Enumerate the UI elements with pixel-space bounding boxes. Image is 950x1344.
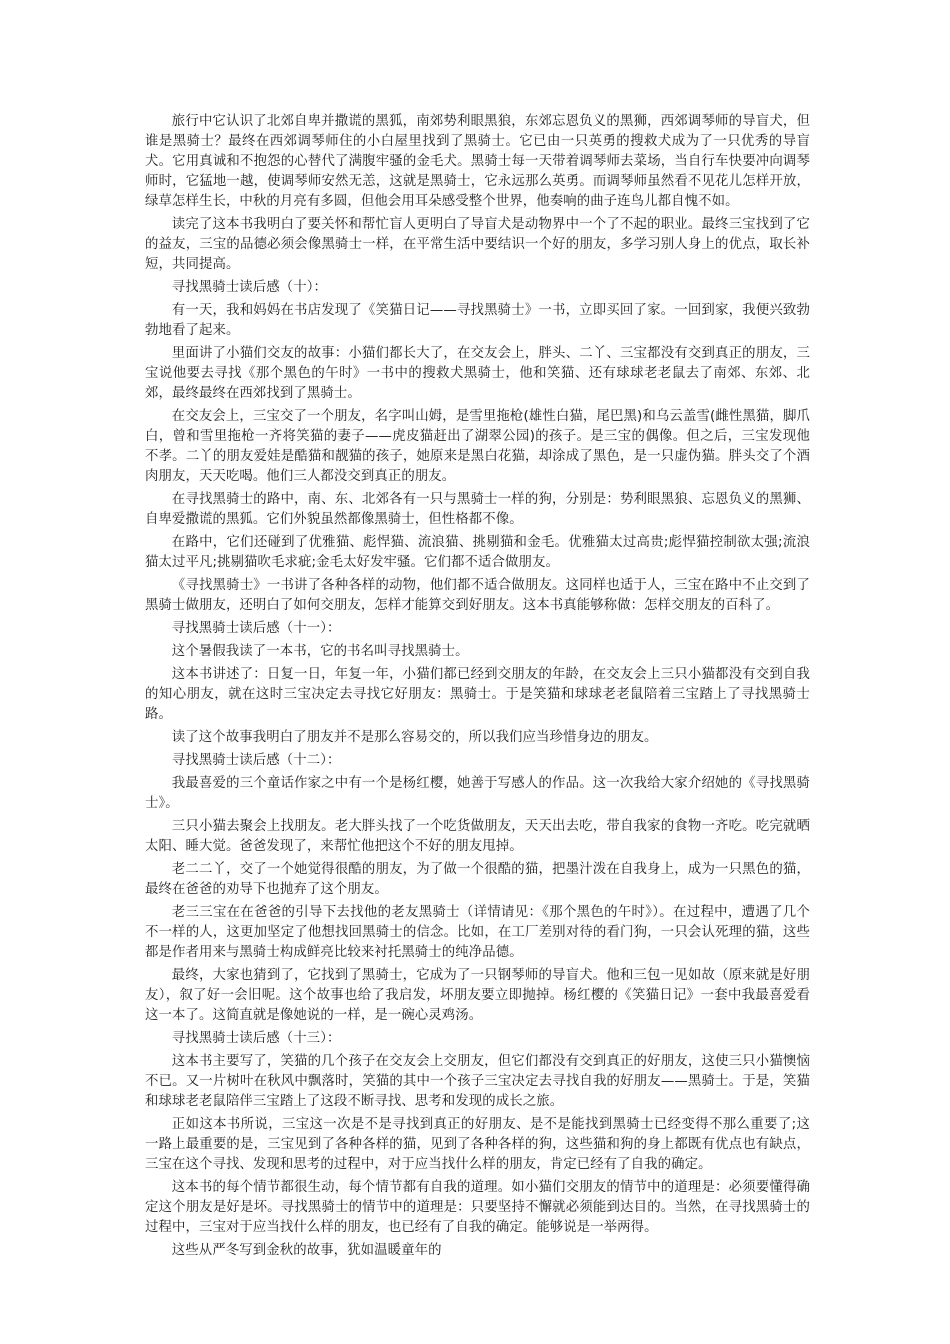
paragraph: 正如这本书所说，三宝这一次是不是寻找到真正的好朋友、是不是能找到黑骑士已经变得不那么重要了;这一路上最重要的是，三宝见到了各种各样的猫，见到了各种各样的狗，这些猫和狗的身上都既有优点也有缺点，三宝在这个寻找、发现和思考的过程中，对于应当找什么样的朋友，肯定已经有了自我的确定。 [145,1117,810,1172]
paragraph: 读了这个故事我明白了朋友并不是那么容易交的，所以我们应当珍惜身边的朋友。 [171,730,658,745]
paragraph: 这些从严冬写到金秋的故事，犹如温暖童年的 [171,1243,442,1258]
section-heading: 寻找黑骑士读后感（十二）： [171,753,341,768]
paragraph: 在路中，它们还碰到了优雅猫、彪悍猫、流浪猫、挑剔猫和金毛。优雅猫太过高贵;彪悍猫控制欲太强;流浪猫太过平凡;挑剔猫吹毛求疵;金毛太好发牢骚。它们都不适合做朋友。 [145,535,810,570]
paragraph: 最终，大家也猜到了，它找到了黑骑士，它成为了一只钢琴师的导盲犬。他和三包一见如故（原来就是好朋友），叙了好一会旧呢。这个故事也给了我启发，坏朋友要立即抛掉。杨红樱的《笑猫日记》一套中我最喜爱看这一本了。这简直就是像她说的一样，是一碗心灵鸡汤。 [145,968,810,1023]
paragraph: 在寻找黑骑士的路中，南、东、北郊各有一只与黑骑士一样的狗，分别是：势利眼黑狼、忘恩负义的黑狮、自卑爱撒谎的黑狐。它们外貌虽然都像黑骑士，但性格都不像。 [145,492,810,527]
paragraph: 我最喜爱的三个童话作家之中有一个是杨红樱，她善于写感人的作品。这一次我给大家介绍她的《寻找黑骑士》。 [145,776,810,811]
paragraph: 在交友会上，三宝交了一个朋友，名字叫山姆，是雪里拖枪(雄性白猫，尾巴黑)和乌云盖雪(雌性黑猫，脚爪白，曾和雪里拖枪一齐将笑猫的妻子——虎皮猫赶出了湖翠公园)的孩子。是三宝的偶像。但之后，三宝发现他不孝。二丫的朋友爱娃是酷猫和靓猫的孩子，她原来是黑白花猫，却涂成了黑色，是一只虚伪猫。胖头交了个酒肉朋友，天天吃喝。他们三人都没交到真正的朋友。 [145,409,810,484]
document-body [145,112,810,1264]
paragraph: 这本书的每个情节都很生动，每个情节都有自我的道理。如小猫们交朋友的情节中的道理是：必须要懂得确定这个朋友是好是坏。寻找黑骑士的情节中的道理是：只要坚持不懈就必须能到达目的。当然，在寻找黑骑士的过程中，三宝对于应当找什么样的朋友，也已经有了自我的确定。能够说是一举两得。 [145,1180,810,1235]
paragraph: 有一天，我和妈妈在书店发现了《笑猫日记——寻找黑骑士》一书，立即买回了家。一回到家，我便兴致勃勃地看了起来。 [145,303,810,338]
paragraph: 这本书讲述了：日复一日，年复一年，小猫们都已经到交朋友的年龄，在交友会上三只小猫都没有交到自我的知心朋友，就在这时三宝决定去寻找它好朋友：黑骑士。于是笑猫和球球老老鼠陪着三宝踏上了寻找黑骑士路。 [145,667,810,722]
paragraph: 这本书主要写了，笑猫的几个孩子在交友会上交朋友，但它们都没有交到真正的好朋友，这使三只小猫懊恼不已。又一片树叶在秋风中飘落时，笑猫的其中一个孩子三宝决定去寻找自我的好朋友——黑骑士。于是，笑猫和球球老老鼠陪伴三宝踏上了这段不断寻找、思考和发现的成长之旅。 [145,1054,810,1109]
paragraph: 读完了这本书我明白了要关怀和帮忙盲人更明白了导盲犬是动物界中一个了不起的职业。最终三宝找到了它的益友，三宝的品德必须会像黑骑士一样，在平常生活中要结识一个好的朋友，多学习别人身上的优点，取长补短，共同提高。 [145,217,810,272]
paragraph: 这个暑假我读了一本书，它的书名叫寻找黑骑士。 [171,644,469,659]
paragraph: 旅行中它认识了北郊自卑并撒谎的黑狐，南郊势利眼黑狼，东郊忘恩负义的黑狮，西郊调琴师的导盲犬，但谁是黑骑士？最终在西郊调琴师住的小白屋里找到了黑骑士。它已由一只英勇的搜救犬成为了一只优秀的导盲犬。它用真诚和不抱怨的心替代了满腹牢骚的金毛犬。黑骑士每一天带着调琴师去菜场，当自行车快要冲向调琴师时，它猛地一越，使调琴师安然无恙，这就是黑骑士，它永远那么英勇。而调琴师虽然看不见花儿怎样开放，绿草怎样生长，中秋的月亮有多圆，但他会用耳朵感受整个世界，他奏响的曲子连鸟儿都自愧不如。 [145,114,810,209]
paragraph: 老三三宝在在爸爸的引导下去找他的老友黑骑士（详情请见：《那个黑色的午时》）。在过程中，遭遇了几个不一样的人，这更加坚定了他想找回黑骑士的信念。比如，在工厂差别对待的看门狗，一只会认死理的猫，这些都是作者用来与黑骑士构成鲜亮比较来衬托黑骑士的纯净品德。 [145,905,810,960]
section-heading: 寻找黑骑士读后感（十三）： [171,1031,341,1046]
paragraph: 三只小猫去聚会上找朋友。老大胖头找了一个吃货做朋友，天天出去吃，带自我家的食物一齐吃。吃完就晒太阳、睡大觉。爸爸发现了，来帮忙他把这个不好的朋友甩掉。 [145,819,810,854]
paragraph: 老二二丫，交了一个她觉得很酷的朋友，为了做一个很酷的猫，把墨汁泼在自我身上，成为一只黑色的猫，最终在爸爸的劝导下也抛弃了这个朋友。 [145,862,810,897]
section-heading: 寻找黑骑士读后感（十）： [171,280,327,295]
paragraph: 《寻找黑骑士》一书讲了各种各样的动物，他们都不适合做朋友。这同样也适于人，三宝在路中不止交到了黑骑士做朋友，还明白了如何交朋友，怎样才能算交到好朋友。这本书真能够称做：怎样交朋友的百科了。 [145,578,810,613]
paragraph: 里面讲了小猫们交友的故事：小猫们都长大了，在交友会上，胖头、二丫、三宝都没有交到真正的朋友，三宝说他要去寻找《那个黑色的午时》一书中的搜救犬黑骑士，他和笑猫、还有球球老老鼠去了南郊、东郊、北郊，最终最终在西郊找到了黑骑士。 [145,346,810,401]
section-heading: 寻找黑骑士读后感（十一）： [171,621,341,636]
